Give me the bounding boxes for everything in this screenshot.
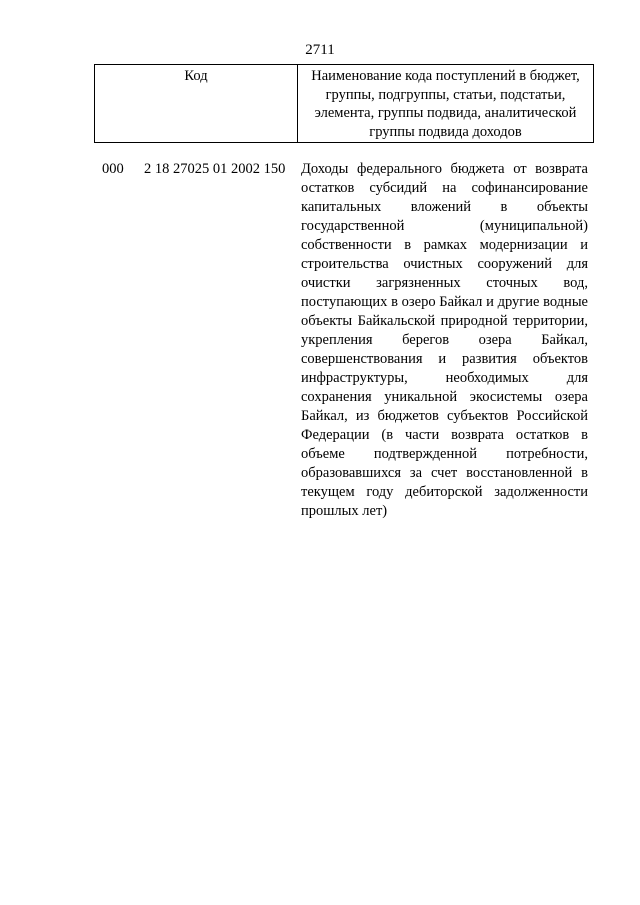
header-code-column: Код (95, 65, 298, 142)
page-number: 2711 (305, 42, 335, 58)
row-description: Доходы федерального бюджета от возврата остатков субсидий на софинансирование капитальных вложений в объекты государственной (муниципальной) собственности в рамках модернизации и строительства очистных сооружений для очистки загрязненных сточных вод, поступающих в озеро Байкал и другие водные объекты Байкальской природной территории, укрепления берегов озера Байкал, совершенствования и развития объектов инфраструктуры, необходимых для сохранения уникальной экосистемы озера Байкал, из бюджетов субъектов Российской Федерации (в части возврата остатков в объеме подтвержденной потребности, образовавшихся за счет восстановленной в текущем году дебиторской задолженности прошлых лет) (301, 161, 588, 519)
admin-code: 000 (102, 161, 124, 177)
budget-code: 2 18 27025 01 2002 150 (144, 161, 286, 177)
header-name-column: Наименование кода поступлений в бюджет, группы, подгруппы, статьи, подстатьи, элемента, группы подвида, аналитической группы подвида доходов (311, 68, 580, 140)
table-header (94, 64, 594, 143)
